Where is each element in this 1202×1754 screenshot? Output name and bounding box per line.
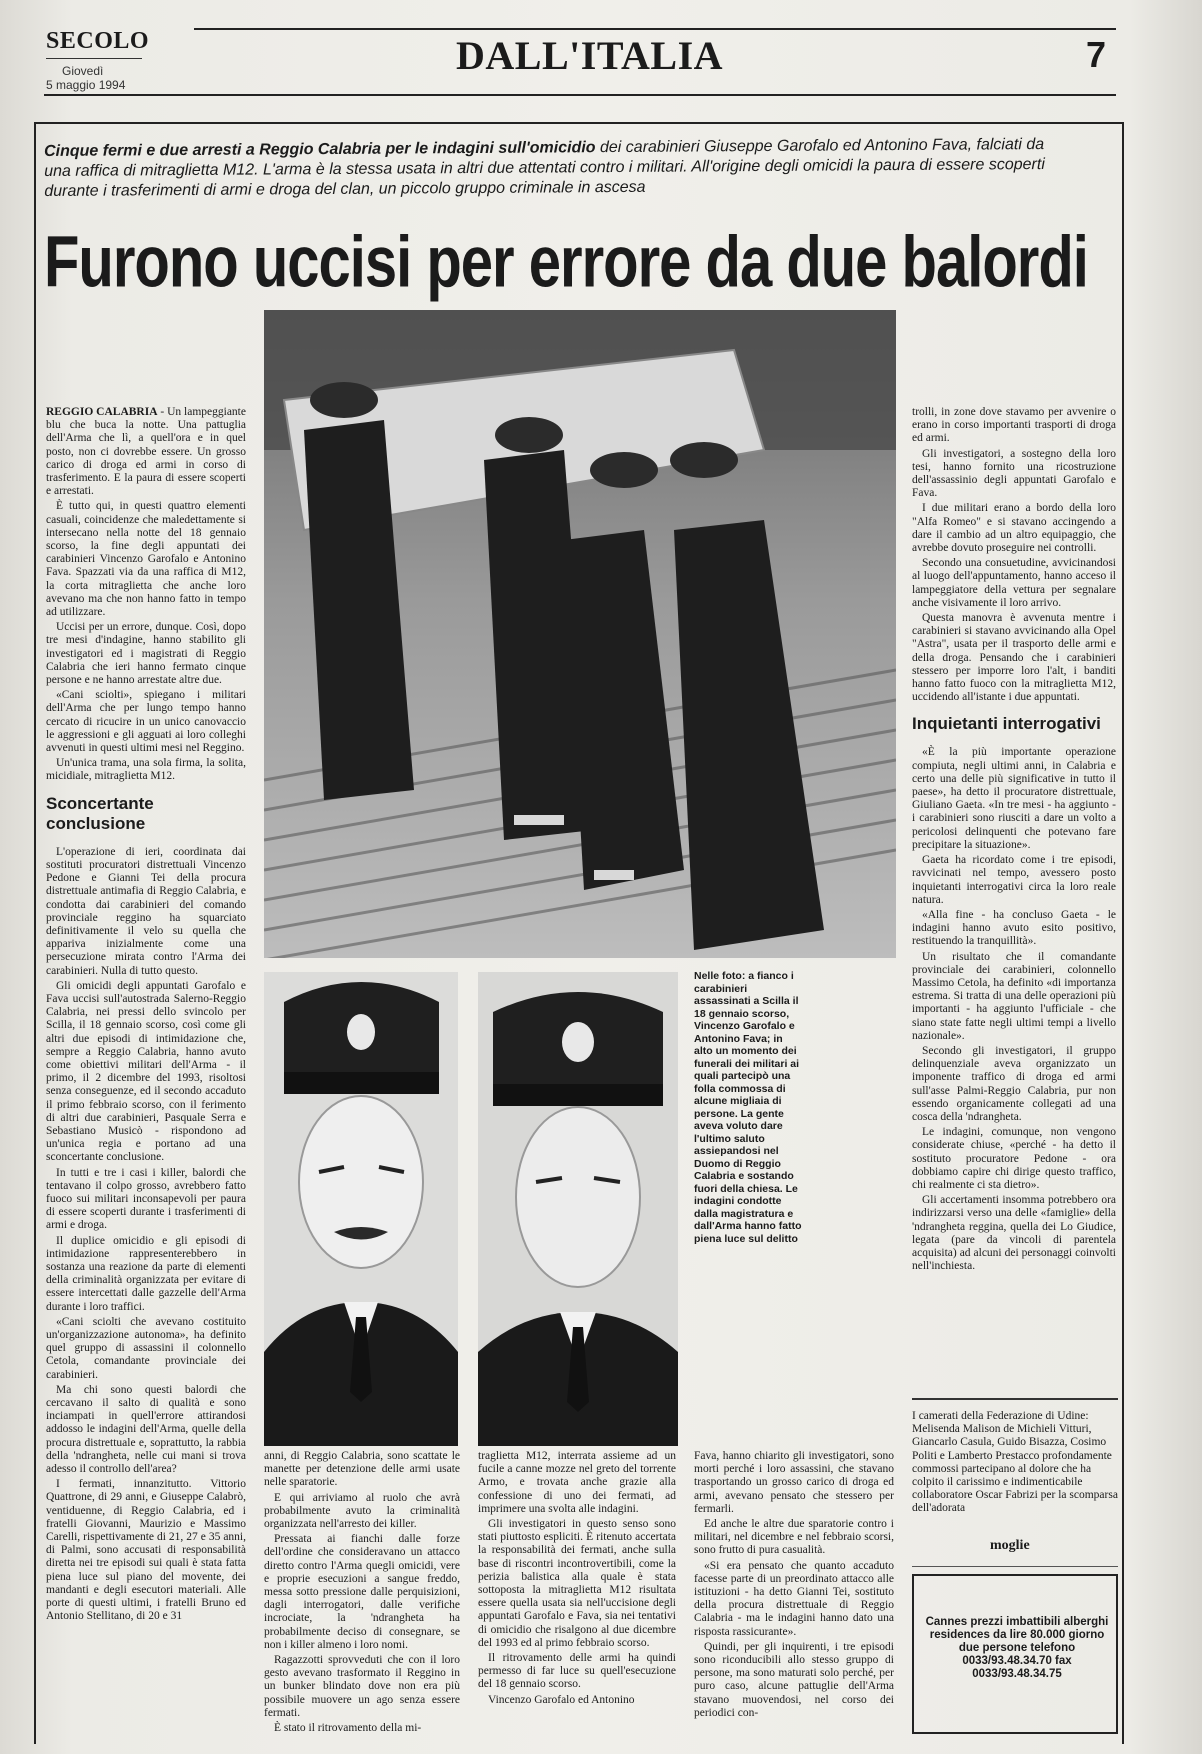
- paragraph: I fermati, innanzitutto. Vittorio Quattrone, di 29 anni, e Giuseppe Calabrò, ventiduenne, di Reggio Calabria, ed i fratelli Giovanni, Maurizio e Massimo Carelli, rispettivamente di 21, 27 e 35 anni, di Palmi, sono accusati di responsabilità diretta nei tre episodi sui quali è stata fatta piena luce sul piano del movente, dei mandanti e degli esecutori materiali. Alle porte di questi ultimi, i fratelli Bruno ed Antonio Stellitano, di 20 e 31: [46, 1478, 246, 1623]
- photo-caption: Nelle foto: a fianco i carabinieri assassinati a Scilla il 18 gennaio scorso, Vincenzo Garofalo e Antonino Fava; in alto un momento dei funerali dei militari ai quali partecipò una folla commossa di alcune migliaia di persone. La gente aveva voluto dare l'ultimo saluto assiepandosi nel Duomo di Reggio Calabria e sostando fuori della chiesa. Le indagini condotte dalla magistratura e dall'Arma hanno fatto piena luce sul delitto: [694, 970, 802, 1245]
- kicker-bold: Cinque fermi e due arresti a Reggio Calabria per le indagini sull'omicidio: [44, 139, 596, 160]
- dateline: REGGIO CALABRIA: [46, 406, 158, 418]
- paragraph: «È la più importante operazione compiuta, negli ultimi anni, in Calabria e certo una delle più significative in tutto il paese», ha detto il procuratore distrettuale, Giuliano Gaeta. «In tre mesi - ha aggiunto - i carabinieri sono riusciti a dare un volto a pericolosi delinquenti che potevano fare precipitare la situazione».: [912, 746, 1116, 851]
- paragraph: In tutti e tre i casi i killer, balordi che tentavano il colpo grosso, avrebbero fatto fuoco sui militari inconsapevoli per paura di essere scoperti durante i trasferimenti di armi e droga.: [46, 1166, 246, 1232]
- portrait-garofalo-image: [264, 972, 458, 1446]
- paragraph: Le indagini, comunque, non vengono considerate chiuse, «perché - ha detto il sostituto procuratore Pedone - ora dobbiamo capire chi dirige questo traffico, chi realmente ci sta dietro».: [912, 1126, 1116, 1191]
- page-number: 7: [1085, 34, 1106, 75]
- paper-name: SECOLO: [46, 28, 150, 54]
- paragraph: E qui arriviamo al ruolo che avrà probabilmente avuto la criminalità organizzata nell'arresto dei killer.: [264, 1491, 460, 1531]
- column-2: [264, 1450, 460, 1740]
- issue-date: 5 maggio 1994: [46, 78, 126, 92]
- ad-rule: [912, 1566, 1118, 1567]
- paragraph: Ma chi sono questi balordi che cercavano il salto di qualità e sono inciampati in quell'errore attirandosi addosso le indagini dell'Arma, quelle della procura distrettuale e, soprattutto, la rabbia della 'ndrangheta, nelle cui mani si trova adesso il controllo dell'area?: [46, 1383, 246, 1476]
- paragraph: anni, di Reggio Calabria, sono scattate le manette per detenzione delle armi usate nelle sparatorie.: [264, 1450, 460, 1489]
- paragraph: Un risultato che il comandante provinciale dei carabinieri, colonnello Massimo Cetola, ha definito «di importanza estrema. Si tratta di una delle operazioni più importanti - ha aggiunto l'ufficiale - che siano state fatte negli ultimi tempi a livello nazionale».: [912, 950, 1116, 1042]
- funeral-photo-image: [264, 310, 896, 958]
- paragraph: Gli investigatori, a sostegno della loro tesi, hanno fornito una ricostruzione dell'assassinio degli appuntati Garofalo e Fava.: [912, 447, 1116, 500]
- paragraph: «Si era pensato che quanto accaduto facesse parte di un preordinato attacco alle istituzioni - ha detto Gianni Tei, sostituto della procura distrettuale di Reggio Calabria - ma le indagini hanno dato una risposta rassicurante».: [694, 1559, 894, 1638]
- masthead-top-rule: [194, 28, 1116, 30]
- paragraph: trolli, in zone dove stavamo per avvenire o erano in corso importanti trasporti di droga ed armi.: [912, 406, 1116, 445]
- condolence-notice: I camerati della Federazione di Udine: Melisenda Malison de Michieli Vitturi, Giancarlo Casula, Guido Bisazza, Cosimo Politi e Lamberto Prestacco profondamente commossi partecipano al dolore che ha colpito il carissimo e indimenticabile collaboratore Oscar Fabrizi per la scomparsa dell'adorata: [912, 1410, 1118, 1515]
- column-1: [46, 406, 246, 1740]
- paragraph: I due militari erano a bordo della loro "Alfa Romeo" e si stavano accingendo a dare il cambio ad un altro equipaggio, che avrebbe dovuto proseguire nei controlli.: [912, 502, 1116, 555]
- paragraph: È tutto qui, in questi quattro elementi casuali, coincidenze che maledettamente si intersecano nella notte del 18 gennaio scorso, la fine degli appuntati dei carabinieri Vincenzo Garofalo e Antonino Fava. Spazzati via da una raffica di M12, la corta mitraglietta che anche loro avevano ma che non hanno fatto in tempo ad utilizzare.: [46, 500, 246, 619]
- issue-day: Giovedì: [62, 64, 104, 78]
- funeral-photo: [264, 310, 896, 958]
- paragraph: Vincenzo Garofalo ed Antonino: [488, 1693, 635, 1706]
- condolence-signature: moglie: [990, 1538, 1030, 1553]
- paragraph: Fava, hanno chiarito gli investigatori, sono morti perché i loro assassini, che stavano trasportando un grosso carico di droga ed armi, avevano pensato che stessero per fermarli.: [694, 1450, 894, 1515]
- paragraph: Gli investigatori in questo senso sono stati piuttosto espliciti. È ritenuto accertata la responsabilità dei fermati, anche sulla base di riscontri incontrovertibili, come la perizia balistica alla quale è stata sottoposta la mitraglietta M12 risultata essere quella usata sia nell'uccisione degli appuntati Garofalo e Fava, sia nei tentativi di omicidio che risalgono al due dicembre del 1993 ed al primo febbraio scorso.: [478, 1518, 676, 1649]
- subheading: Sconcertante conclusione: [46, 793, 154, 833]
- paragraph: Secondo una consuetudine, avvicinandosi al luogo dell'appuntamento, hanno acceso il lampeggiatore della vettura per segnalare anche visivamente il loro arrivo.: [912, 557, 1116, 609]
- paragraph: Un'unica trama, una sola firma, la solita, micidiale, mitraglietta M12.: [46, 757, 246, 783]
- paragraph: Ragazzotti sprovveduti che con il loro gesto avevano trasformato il Reggino in un bunker blindato dove non era più possibile muovere un ago senza essere fermati.: [264, 1654, 460, 1719]
- article-kicker: [44, 135, 1064, 202]
- paper-subtitle: [46, 58, 142, 63]
- paragraph: «Cani sciolti», spiegano i militari dell'Arma che per lungo tempo hanno cercato di ricucire in un unico canovaccio le aggressioni e gli agguati ai loro colleghi avvenuti in questi ultimi mesi nel Reggino.: [46, 689, 246, 755]
- column-4: [694, 1450, 894, 1740]
- portrait-fava: [478, 972, 678, 1446]
- subheading: Inquietanti interrogativi: [912, 714, 1101, 734]
- paragraph: Secondo gli investigatori, il gruppo delinquenziale aveva organizzato un imponente traffico di droga ed armi sull'asse Palmi-Reggio Calabria, pur non essendo organicamente collegati ad una cosca della 'ndrangheta.: [912, 1044, 1116, 1123]
- column-5: [912, 406, 1116, 1390]
- paragraph: Gaeta ha ricordato come i tre episodi, ravvicinati nel tempo, avessero posto inquietanti interrogativi circa la loro reale natura.: [912, 854, 1116, 906]
- paragraph: L'operazione di ieri, coordinata dai sostituti procuratori distrettuali Vincenzo Pedone e Gianni Tei della procura distrettuale antimafia di Reggio Calabria, e condotta dai carabinieri del comando provinciale reggino ha squarciato definitivamente il velo su quella che appariva inizialmente come una persecuzione mirata contro l'Arma dei carabinieri. Nulla di tutto questo.: [46, 845, 246, 977]
- paragraph: Ed anche le altre due sparatorie contro i militari, nel dicembre e nel febbraio scorsi, sono frutto di pura casualità.: [694, 1518, 894, 1557]
- paragraph: Gli accertamenti insomma potrebbero ora indirizzarsi verso una delle «famiglie» della 'ndrangheta reggina, quella dei Lo Giudice, legata (pare da vincoli di parentela acquisita) ad alcuni dei personaggi coinvolti nell'inchiesta.: [912, 1194, 1116, 1273]
- kicker-rest: dei carabinieri Giuseppe Garofalo ed Antonino Fava, falciati da una raffica di mitraglietta M12. L'arma è la stessa usata in altri due attentati contro i militari. All'origine degli omicidi la paura di essere scoperti durante i trasferimenti di armi e droga del clan, un piccolo gruppo criminale in ascesa: [44, 136, 1045, 200]
- paragraph: Uccisi per un errore, dunque. Così, dopo tre mesi d'indagine, hanno stabilito gli investigatori ed i magistrati di Reggio Calabria che ieri hanno fermato cinque persone e ne hanno arrestate altre due.: [46, 621, 246, 687]
- paragraph: Questa manovra è avvenuta mentre i carabinieri si stavano avvicinando alla Opel "Astra", usata per il trasporto delle armi e della droga. Pensando che i carabinieri stessero per imporre loro l'alt, i banditi hanno fatto fuoco con la mitraglietta M12, uccidendo all'istante i due appuntati.: [912, 612, 1116, 704]
- ad-text: Cannes prezzi imbattibili alberghi residences da lire 80.000 giorno due persone telefono 0033/93.48.34.70 fax 0033/93.48.34.75: [925, 1616, 1109, 1680]
- paragraph: «Alla fine - ha concluso Gaeta - le indagini hanno avuto esito positivo, restituendo la tranquillità».: [912, 908, 1116, 948]
- paragraph: traglietta M12, interrata assieme ad un fucile a canne mozze nel greto del torrente Armo, e trovata anche grazie alla confessione di uno dei fermati, ad imprimere una svolta alle indagini.: [478, 1450, 676, 1515]
- portrait-garofalo: [264, 972, 458, 1446]
- portrait-fava-image: [478, 972, 678, 1446]
- paragraph: «Cani sciolti che avevano costituito un'organizzazione autonoma», ha definito quel gruppo di assassini il colonnello Cetola, comandante provinciale dei carabinieri.: [46, 1315, 246, 1381]
- paragraph: Pressata ai fianchi dalle forze dell'ordine che consideravano un attacco diretto contro l'Arma quegli omicidi, vere e proprie esecuzioni a sangue freddo, messa sotto pressione dalle perquisizioni, dagli interrogatori, dalle verifiche incrociate, la 'ndrangheta ha probabilmente deciso di consegnare, se non i killer almeno i loro nomi.: [264, 1533, 460, 1651]
- paragraph: Quindi, per gli inquirenti, i tre episodi sono riconducibili allo stesso gruppo di persone, ma sono maturati solo perché, per puro caso, alcune pattuglie dell'Arma stavano muovendosi, nel corso dei periodici con-: [694, 1640, 894, 1719]
- paragraph: - Un lampeggiante blu che buca la notte. Una pattuglia dell'Arma che lì, a quell'ora e in quel posto, non ci dovrebbe essere. Un grosso carico di droga ed armi in corso di trasferimento. E la paura di essere scoperti e arrestati.: [46, 406, 246, 498]
- classified-ad: [912, 1574, 1118, 1734]
- masthead-bottom-rule: [44, 94, 1116, 96]
- paragraph: Il duplice omicidio e gli episodi di intimidazione rappresenterebbero in sostanza una reazione da parte di elementi della criminalità organizzata per evitare di essere intercettati dalle gazzelle dell'Arma durante i loro traffici.: [46, 1234, 246, 1313]
- headline: Furono uccisi per errore da due balordi: [44, 221, 1088, 303]
- masthead: [44, 24, 1116, 96]
- paragraph: Gli omicidi degli appuntati Garofalo e Fava uccisi sull'autostrada Salerno-Reggio Calabria, nei pressi dello svincolo per Scilla, il 18 gennaio scorso, così come gli altri due episodi di intimidazione che, sempre a Reggio Calabria, hanno avuto come obiettivi militari dell'Arma - il primo, il 2 dicembre del 1993, risoltosi senza conseguenze, ed il secondo accaduto il primo febbraio scorso, con il ferimento di altri due carabinieri, Pasquale Serra e Sebastiano Musicò - rispondono ad un'unica regia e portano ad una sconcertante conclusione.: [46, 979, 246, 1164]
- column-3: [478, 1450, 676, 1740]
- notice-rule: [912, 1398, 1118, 1400]
- section-title: DALL'ITALIA: [456, 33, 724, 78]
- paragraph: È stato il ritrovamento della mi-: [274, 1722, 422, 1735]
- paragraph: Il ritrovamento delle armi ha quindi permesso di far luce su quell'esecuzione del 18 gennaio scorso.: [478, 1652, 676, 1691]
